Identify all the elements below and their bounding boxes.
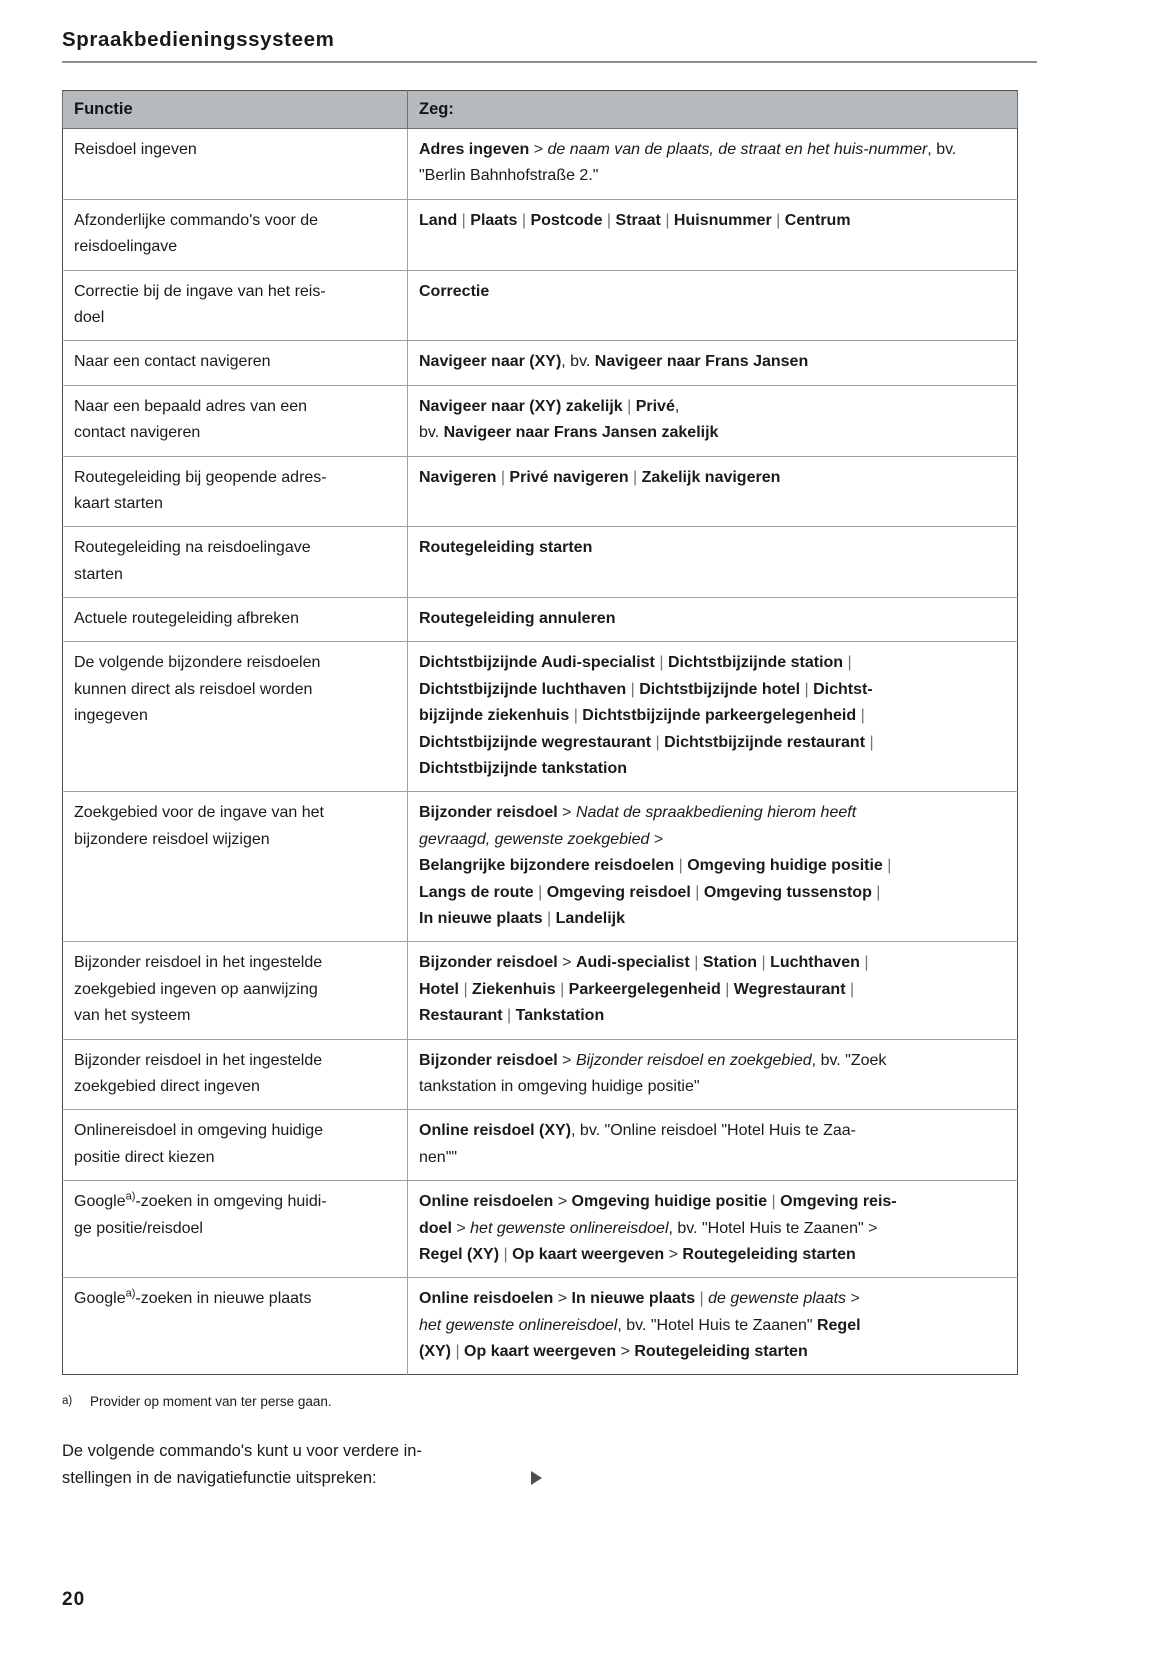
footnote (62, 1393, 1017, 1414)
command-term: Plaats (470, 211, 518, 229)
chevron-right-icon: > (557, 1290, 568, 1308)
command-term: Dichtstbijzijnde luchthaven (419, 680, 627, 698)
command-term: In nieuwe plaats (571, 1290, 696, 1308)
command-term: Navigeer naar (XY) (419, 353, 562, 371)
table-row (63, 341, 1018, 385)
command-term: Dichtst- (813, 680, 873, 698)
command-term: Dichtstbijzijnde station (667, 654, 844, 672)
chevron-right-icon: > (850, 1290, 860, 1308)
function-label: Routegeleiding na reisdoelingave (74, 539, 311, 557)
function-label: ge positie/reisdoel (74, 1219, 203, 1237)
function-cell (63, 642, 408, 792)
command-term: Land (419, 211, 458, 229)
say-cell (408, 341, 1018, 385)
function-label: Naar een bepaald adres van een (74, 397, 308, 415)
function-label: bijzondere reisdoel wijzigen (74, 830, 270, 848)
command-term: Parkeergelegenheid (568, 980, 721, 998)
table-row (63, 527, 1018, 598)
command-term: Online reisdoel (XY) (419, 1122, 572, 1140)
command-term: Dichtstbijzijnde hotel (639, 680, 801, 698)
command-term: Privé navigeren (509, 468, 629, 486)
chevron-right-icon: > (562, 954, 572, 972)
command-term: Zakelijk navigeren (641, 468, 781, 486)
chevron-right-icon: > (557, 1193, 568, 1211)
function-cell (63, 270, 408, 341)
command-term: Online reisdoelen (419, 1290, 554, 1308)
command-term: Online reisdoelen (419, 1193, 554, 1211)
function-label: Google$^{a)}$-zoeken in nieuwe plaats (74, 1287, 312, 1308)
command-term: Wegrestaurant (733, 980, 846, 998)
say-cell (408, 270, 1018, 341)
command-term: Omgeving huidige positie (687, 857, 883, 875)
command-term: Adres ingeven (419, 141, 530, 158)
command-example: , bv. (561, 353, 595, 371)
command-term: Routegeleiding annuleren (419, 610, 616, 628)
command-term: Navigeer naar Frans Jansen zakelijk (443, 424, 719, 442)
command-term: Belangrijke bijzondere reisdoelen (419, 857, 675, 875)
command-term: Omgeving huidige positie (571, 1193, 768, 1211)
say-cell: Land | Plaats | Postcode | Straat | Huisnummer | Centrum (408, 199, 1018, 270)
table-header-row (63, 91, 1018, 129)
function-cell (63, 456, 408, 527)
command-hint: nummer (868, 141, 928, 158)
function-label: Onlinereisdoel in omgeving huidige (74, 1122, 324, 1140)
continuation-triangle-icon (531, 1471, 542, 1485)
command-term: Omgeving reisdoel (546, 883, 691, 901)
command-term: Luchthaven (770, 954, 860, 972)
function-label: Bijzonder reisdoel in het ingestelde (74, 954, 323, 972)
function-cell (63, 385, 408, 456)
function-cell (63, 1039, 408, 1110)
function-label: Correctie bij de ingave van het reis- (74, 282, 326, 300)
say-cell: Navigeer naar (XY) zakelijk | Privé, bv. Navigeer naar Frans Jansen zakelijk (408, 385, 1018, 456)
command-example: , bv. "Hotel Huis te Zaanen" (668, 1219, 864, 1237)
command-term: Dichtstbijzijnde wegrestaurant (419, 733, 652, 751)
page-title: Spraakbedieningssysteem (62, 28, 335, 51)
command-term: doel (419, 1219, 452, 1237)
function-label: Reisdoel ingeven (74, 141, 197, 158)
function-cell (63, 1278, 408, 1375)
command-term: Straat (615, 211, 661, 229)
chevron-right-icon: > (620, 1343, 630, 1361)
table-row (63, 456, 1018, 527)
function-label: kaart starten (74, 494, 163, 512)
command-term: Navigeer naar Frans Jansen (594, 353, 809, 371)
command-term: Dichtstbijzijnde parkeergelegenheid (582, 707, 857, 725)
command-term: Routegeleiding starten (419, 539, 593, 557)
function-cell (63, 1110, 408, 1181)
chevron-right-icon: > (562, 804, 572, 822)
footnote-marker: a) (125, 1190, 136, 1203)
command-term: Navigeer naar (XY) zakelijk (419, 397, 623, 415)
function-label: positie direct kiezen (74, 1148, 215, 1166)
table-row (63, 942, 1018, 1039)
table-row (63, 199, 1018, 270)
function-cell (63, 942, 408, 1039)
function-label: Naar een contact navigeren (74, 353, 271, 371)
chevron-right-icon: > (668, 1245, 678, 1263)
page-number: 20 (62, 1589, 86, 1610)
function-label: ingegeven (74, 707, 148, 725)
command-term: Privé (635, 397, 675, 415)
table-row (63, 1181, 1018, 1278)
function-label: contact navigeren (74, 424, 201, 442)
command-term: Audi-specialist (575, 954, 690, 972)
command-term: Station (702, 954, 758, 972)
command-term: Routegeleiding starten (634, 1343, 808, 1361)
footnote-marker: a) (125, 1287, 136, 1300)
function-label: starten (74, 565, 123, 583)
command-term: Hotel (419, 980, 459, 998)
column-header-function: Functie (63, 91, 408, 129)
chevron-right-icon: > (653, 830, 664, 848)
column-header-say: Zeg: (408, 91, 1018, 129)
table-row (63, 385, 1018, 456)
command-term: Dichtstbijzijnde restaurant (664, 733, 866, 751)
command-term: Regel (XY) (419, 1245, 500, 1263)
command-hint: het gewenste onlinereisdoel (470, 1219, 669, 1237)
command-term: Omgeving tussenstop (703, 883, 872, 901)
say-cell (408, 1110, 1018, 1181)
chevron-right-icon: > (533, 141, 544, 158)
function-label: zoekgebied direct ingeven (74, 1077, 260, 1095)
function-label: zoekgebied ingeven op aanwijzing (74, 980, 318, 998)
command-term: Ziekenhuis (472, 980, 556, 998)
command-term: Bijzonder reisdoel (419, 804, 558, 822)
function-cell (63, 1181, 408, 1278)
function-cell (63, 527, 408, 598)
say-cell: Bijzonder reisdoel > Nadat de spraakbediening hierom heeft gevraagd, gewenste zoekgebied > Belangrijke bijzondere reisdoelen | Omgeving huidige positie | Langs de route | Omgeving reisdoel | Omgeving tussenstop | In nieuwe plaats | Landelijk (408, 792, 1018, 942)
function-cell (63, 341, 408, 385)
command-term: Dichtstbijzijnde tankstation (419, 760, 628, 778)
function-label: Zoekgebied voor de ingave van het (74, 804, 324, 822)
table-row (63, 1278, 1018, 1375)
command-term: Navigeren (419, 468, 497, 486)
header-divider (62, 61, 1037, 63)
command-term: Restaurant (419, 1007, 503, 1025)
function-label: Google$^{a)}$-zoeken in omgeving huidi- (74, 1190, 327, 1211)
command-term: Bijzonder reisdoel (419, 954, 558, 972)
function-label: kunnen direct als reisdoel worden (74, 680, 313, 698)
command-term: (XY) (419, 1343, 451, 1361)
say-cell: Navigeren | Privé navigeren | Zakelijk navigeren (408, 456, 1018, 527)
command-hint: het gewenste onlinereisdoel (419, 1316, 618, 1334)
table-row (63, 1039, 1018, 1110)
command-term: Tankstation (515, 1007, 605, 1025)
document-header (62, 28, 1037, 63)
table-row (63, 598, 1018, 642)
closing-paragraph (62, 1438, 582, 1491)
say-cell (408, 129, 1018, 200)
say-cell: Online reisdoelen > In nieuwe plaats | de gewenste plaats > het gewenste onlinereisdoel, bv. "Hotel Huis te Zaanen" Regel (XY) | Op kaart weergeven > Routegeleiding starten (408, 1278, 1018, 1375)
say-cell: Bijzonder reisdoel > Audi-specialist | Station | Luchthaven | Hotel | Ziekenhuis | Parkeergelegenheid | Wegrestaurant | Restaurant | Tankstation (408, 942, 1018, 1039)
command-example: , (674, 397, 680, 415)
table-row (63, 270, 1018, 341)
table-row (63, 792, 1018, 942)
chevron-right-icon: > (562, 1051, 572, 1069)
chevron-right-icon: > (456, 1219, 466, 1237)
command-term: Huisnummer (673, 211, 772, 229)
say-cell: Dichtstbijzijnde Audi-specialist | Dichtstbijzijnde station | Dichtstbijzijnde luchthaven | Dichtstbijzijnde hotel | Dichtst- bijzijnde ziekenhuis | Dichtstbijzijnde parkeergelegenheid | Dichtstbijzijnde wegrestaurant | Dichtstbijzijnde restaurant | Dichtstbijzijnde tankstation (408, 642, 1018, 792)
function-cell (63, 598, 408, 642)
chevron-right-icon: > (868, 1219, 878, 1237)
command-example: tankstation in omgeving huidige positie" (419, 1077, 700, 1095)
command-hint: Nadat de spraakbediening hierom heeft (575, 804, 857, 822)
command-hint: Bijzonder reisdoel en zoekgebied (575, 1051, 812, 1069)
function-cell (63, 792, 408, 942)
voice-commands-table (62, 90, 1018, 1375)
command-example: nen"" (419, 1148, 458, 1166)
command-term: Postcode (530, 211, 603, 229)
command-term: Langs de route (419, 883, 534, 901)
command-term: Correctie (419, 282, 490, 300)
command-term: In nieuwe plaats (419, 909, 543, 927)
function-label: doel (74, 308, 105, 326)
closing-line-2-row (62, 1465, 542, 1492)
command-hint: gevraagd, gewenste zoekgebied (419, 830, 650, 848)
footnote-text: Provider op moment van ter perse gaan. (90, 1394, 332, 1409)
say-cell: Online reisdoelen > Omgeving huidige positie | Omgeving reis- doel > het gewenste onlinereisdoel, bv. "Hotel Huis te Zaanen" > Regel (XY) | Op kaart weergeven > Routegeleiding starten (408, 1181, 1018, 1278)
command-term: Centrum (784, 211, 851, 229)
function-label: De volgende bijzondere reisdoelen (74, 654, 321, 672)
footnote-marker: a) (62, 1395, 73, 1407)
command-example: , bv. "Berlin Bahnhofstraße 2." (419, 141, 957, 185)
command-term: Routegeleiding starten (682, 1245, 856, 1263)
function-label: Afzonderlijke commando's voor de (74, 211, 319, 229)
command-example: bv. (419, 424, 444, 442)
function-label: reisdoelingave (74, 238, 178, 256)
command-term: Op kaart weergeven (512, 1245, 665, 1263)
command-term: Dichtstbijzijnde Audi-specialist (419, 654, 655, 672)
say-cell (408, 598, 1018, 642)
say-cell (408, 1039, 1018, 1110)
command-hint: de naam van de plaats, de straat en het huis- (547, 141, 869, 158)
say-cell (408, 527, 1018, 598)
command-term: bijzijnde ziekenhuis (419, 707, 570, 725)
table-row (63, 129, 1018, 200)
function-cell (63, 199, 408, 270)
command-example: , bv. "Hotel Huis te Zaanen" (617, 1316, 817, 1334)
table-row (63, 642, 1018, 792)
command-example: , bv. "Online reisdoel "Hotel Huis te Zaa- (571, 1122, 856, 1140)
function-label: van het systeem (74, 1007, 191, 1025)
closing-line-1: De volgende commando's kunt u voor verdere in- (62, 1442, 422, 1460)
command-term: Regel (816, 1316, 861, 1334)
closing-line-2: stellingen in de navigatiefunctie uitspreken: (62, 1468, 377, 1487)
function-label: Routegeleiding bij geopende adres- (74, 468, 327, 486)
command-term: Landelijk (555, 909, 625, 927)
command-term: Op kaart weergeven (464, 1343, 617, 1361)
function-cell (63, 129, 408, 200)
command-hint: de gewenste plaats (708, 1290, 847, 1308)
table-row (63, 1110, 1018, 1181)
function-label: Bijzonder reisdoel in het ingestelde (74, 1051, 323, 1069)
command-example: , bv. "Zoek (811, 1051, 887, 1069)
command-term: Bijzonder reisdoel (419, 1051, 558, 1069)
function-label: Actuele routegeleiding afbreken (74, 610, 300, 628)
command-term: Omgeving reis- (780, 1193, 897, 1211)
